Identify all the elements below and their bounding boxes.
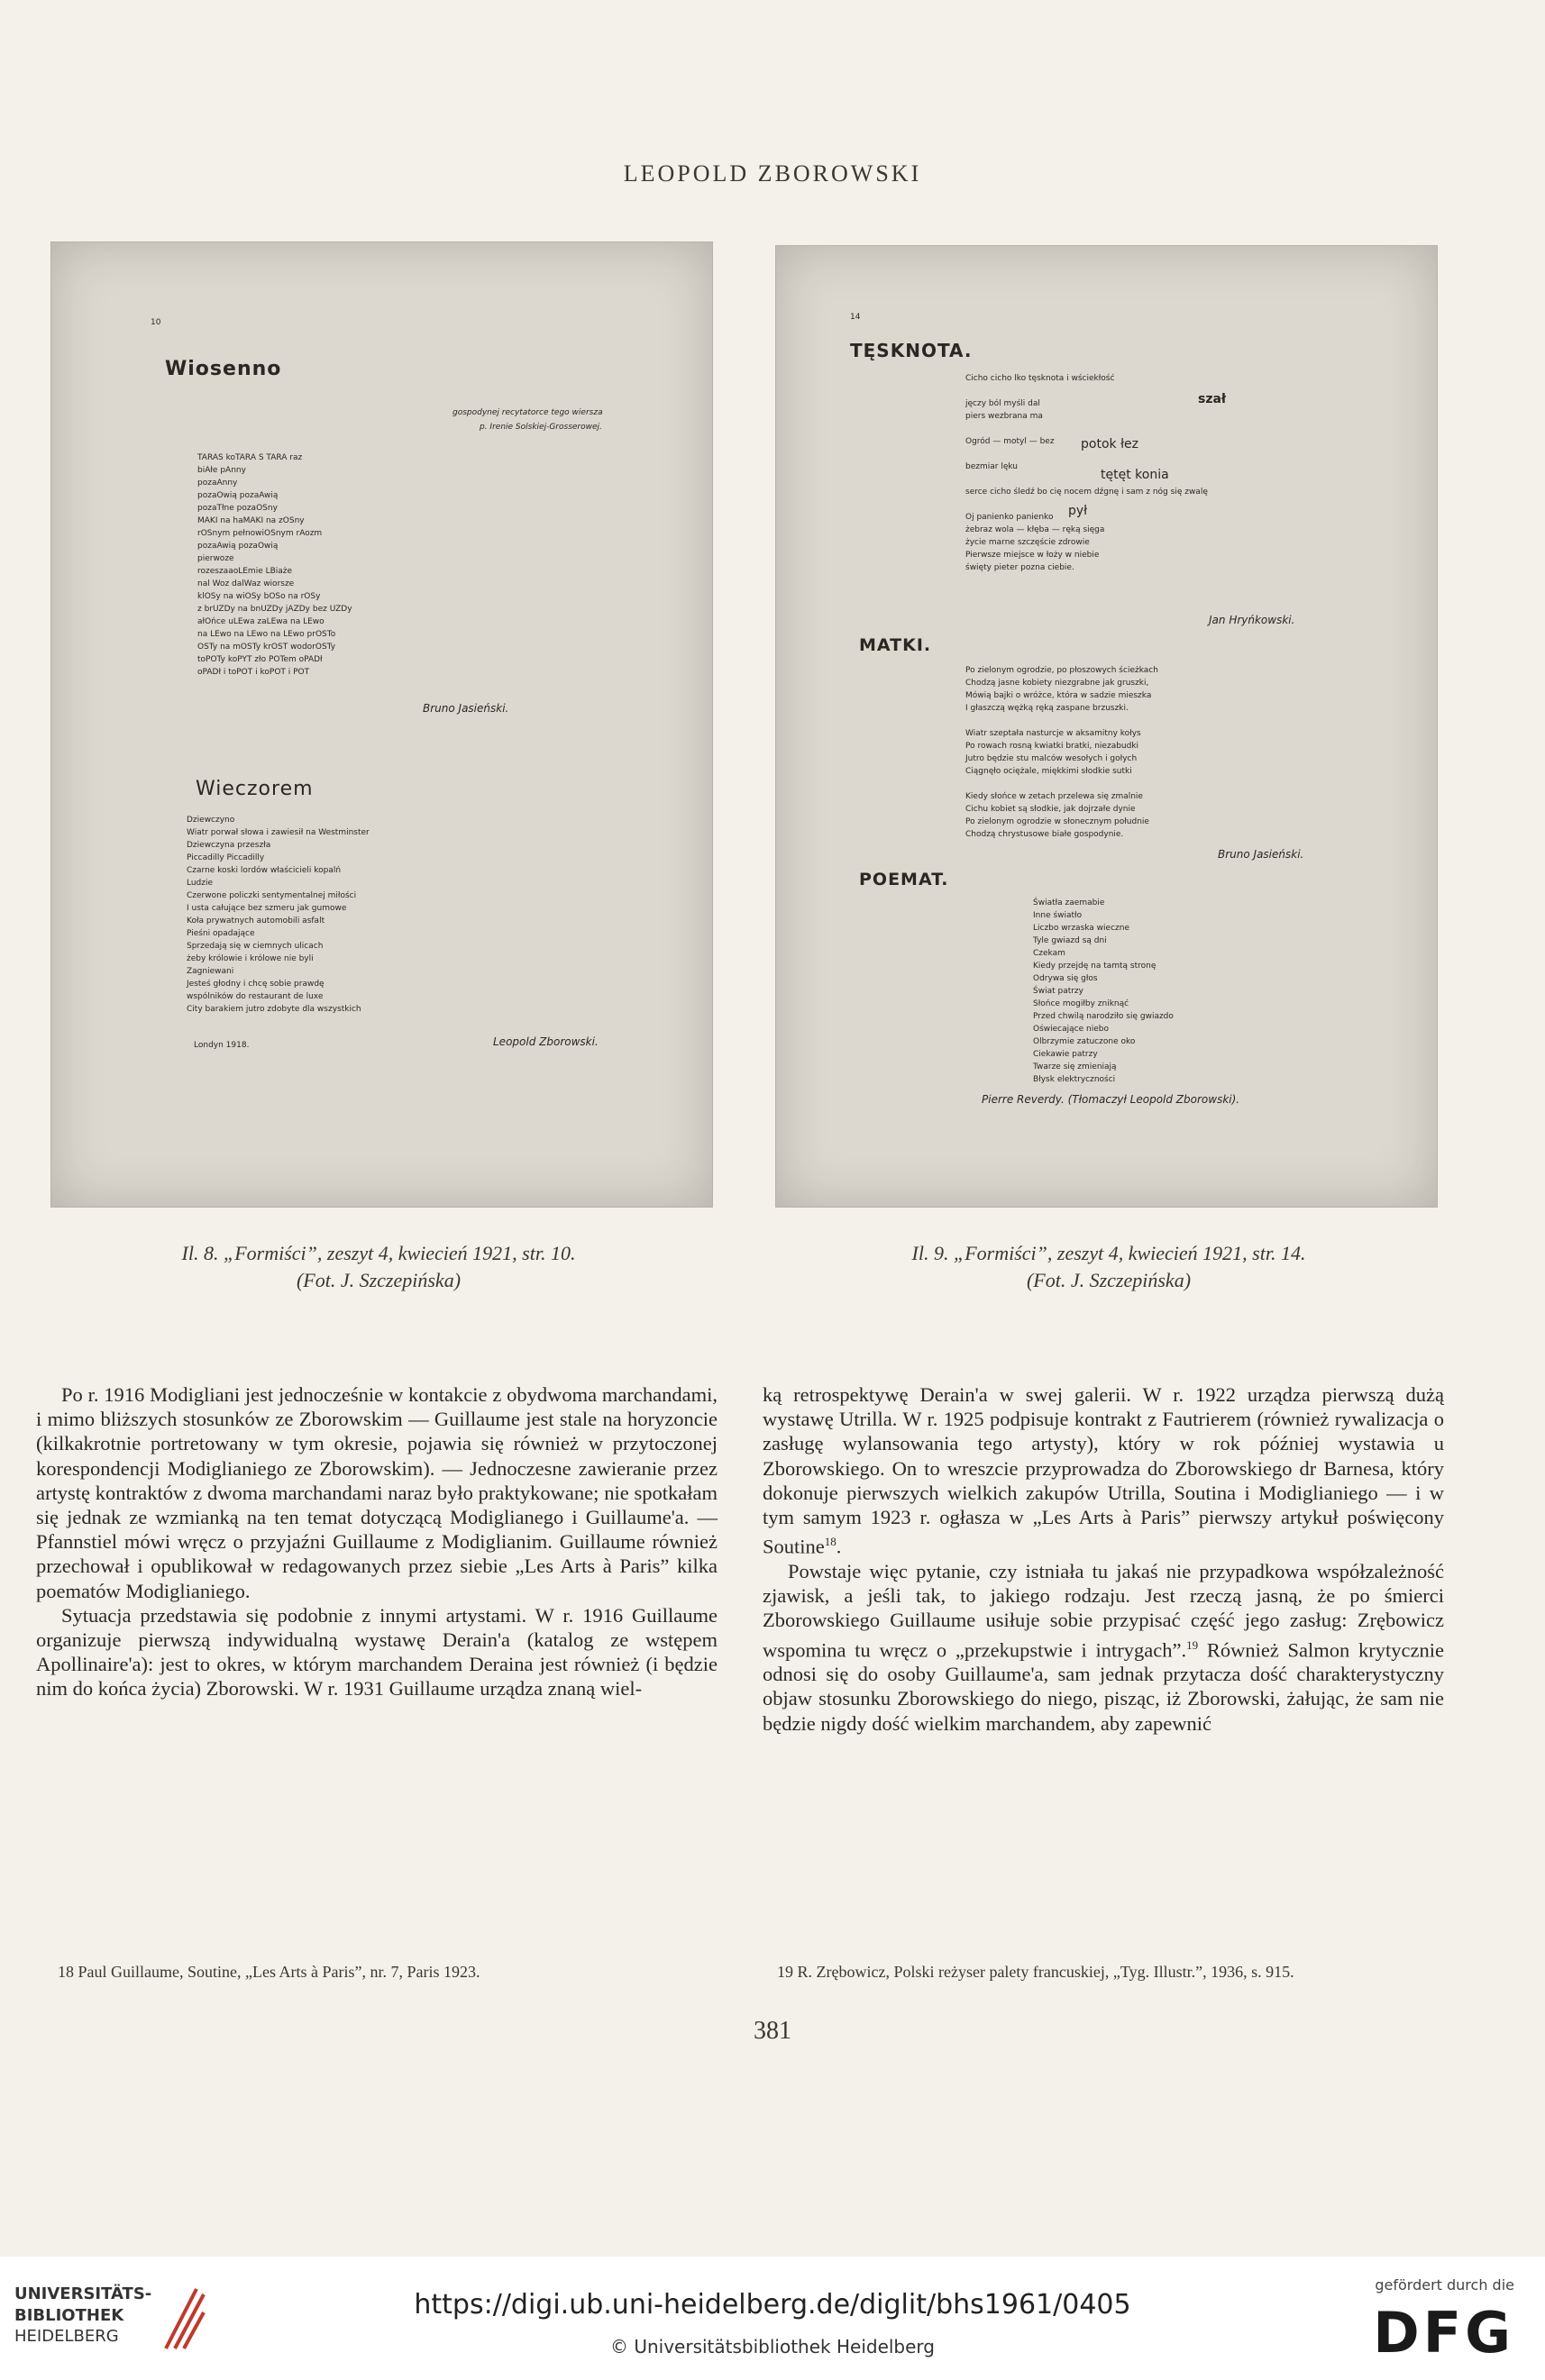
poem-text: Dziewczyno Wiatr porwał słowa i zawiesił na Westminster Dziewczyna przeszła Piccadilly Piccadilly Czarne koski lordów właścicieli kopalń Ludzie Czerwone policzki sentymentalnej miłości I usta całujące bez szmeru jak gumowe Koła prywatnych automobili asfalt Pieśni opadające Sprzedają się w ciemnych ulicach żeby królowie i królowe nie byli Zagniewani Jesteś głodny i chcę sobie prawdę wspólników do restaurant de luxe City barakiem jutro zdobyte dla wszystkich <box>187 816 370 1014</box>
body-paragraph <box>763 1559 1444 1736</box>
library-city: HEIDELBERG <box>14 2327 119 2346</box>
body-text-run: Powstaje więc pytanie, czy istniała tu jakaś nie przypadkowa współzależność zjawisk, a jeśli tak, to jakiego rodzaju. Jest rzeczą jasną, że po śmierci Zborowskiego Guillaume usiłuje sobie przypisać część jego zasług: Zrębowicz wspomina tu wręcz o „przekupstwie i intrygach”. <box>763 1559 1444 1662</box>
funding-note: gefördert durch die <box>1375 2276 1514 2293</box>
body-text-run: Również Salmon krytycznie odnosi się do osoby Guillaume'a, sam jednak przytacza dość charakterystyczny objaw stosunku Zborowskiego do niego, pisząc, iż Zborowski, żałując, że sam nie będzie nigdy dość wielkim marchandem, aby zapewnić <box>763 1638 1444 1735</box>
body-paragraph: ką retrospektywę Derain'a w swej galerii. W r. 1922 urządza pierwszą dużą wystawę Utrilla. W r. 1925 podpisuje kontrakt z Fautrierem (również rywalizacja o zasługę wylansowania tego artysty), który w rok później wystawia u Zborowskiego. On to wreszcie przyprowadza do Zborowskiego dr Barnesa, który dokonuje pierwszych wielkich zakupów Utrilla, Soutina i Modiglianiego — i w tym samym 1923 r. ogłasza w „Les Arts à Paris” pierwszy artykuł poświęcony Soutine$^{18}$. <box>763 1383 1444 1558</box>
poem-title: Wiosenno <box>165 358 282 380</box>
poem-author: Bruno Jasieński. <box>1218 848 1304 861</box>
body-column-right <box>763 1382 1444 1736</box>
plate-page-number: 14 <box>850 313 861 322</box>
footnote: 19 R. Zrębowicz, Polski reżyser palety francuskiej, „Tyg. Illustr.”, 1936, s. 915. <box>777 1963 1294 1981</box>
poem-author: Pierre Reverdy. (Tłomaczył Leopold Zborowski). <box>982 1093 1240 1106</box>
poem-emphasis: tętęt konia <box>1101 468 1169 482</box>
caption-line: Il. 9. „Formiści”, zeszyt 4, kwiecień 1921, str. 14. <box>911 1242 1306 1264</box>
caption-line: (Fot. J. Szczepińska) <box>1026 1269 1192 1291</box>
body-paragraph: Po r. 1916 Modigliani jest jednocześnie w kontakcie z obydwoma marchandami, i mimo bliższych stosunków ze Zborowskim — Guillaume jest stale na horyzoncie (kilkakrotnie portretowany w tym okresie, pojawia się również w przytoczonej korespondencji Modiglianiego ze Zborowskim). — Jednoczesne zawieranie przez artystę kontraktów z dwoma marchandami naraz było praktykowane; nie spotkałam się jednak ze wzmianką na ten temat dotyczącą Modiglianego i Guillaume'a. — Pfannstiel mówi wręcz o przyjaźni Guillaume z Modiglianim. Guillaume również przechował i opublikował w redagowanych przez siebie „Les Arts à Paris” kilka poematów Modiglianiego. <box>36 1383 718 1602</box>
caption-line: Il. 8. „Formiści”, zeszyt 4, kwiecień 1921, str. 10. <box>181 1242 576 1264</box>
poem-title: MATKI. <box>859 635 932 655</box>
figure-caption-right <box>766 1240 1451 1294</box>
footnote: 18 Paul Guillaume, Soutine, „Les Arts à Paris”, nr. 7, Paris 1923. <box>58 1963 480 1981</box>
poem-place-date: Londyn 1918. <box>194 1041 250 1050</box>
plate-page-number: 10 <box>151 318 161 327</box>
poem-emphasis: pył <box>1068 504 1088 518</box>
figure-plate-left <box>50 242 713 1208</box>
poem-text: Światła zaemabie Inne światło Liczbo wrzaska wieczne Tyle gwiazd są dni Czekam Kiedy przejdę na tamtą stronę Odrywa się głos Świat patrzy Słońce mogiłby zniknąć Przed chwilą narodziło się gwiazdo Oświecające niebo Olbrzymie zatuczone oko Ciekawie patrzy Twarze się zmieniają Błysk elektryczności <box>1033 898 1174 1084</box>
dedication-line: gospodynej recytatorce tego wiersza <box>453 408 603 417</box>
poem-emphasis: potok łez <box>1081 437 1139 451</box>
permalink-link[interactable]: https://digi.ub.uni-heidelberg.de/diglit/bhs1961/0405 <box>414 2289 1131 2321</box>
page-number: 381 <box>754 2017 791 2045</box>
body-text-run: ką retrospektywę Derain'a w swej galerii. W r. 1922 urządza pierwszą dużą wystawę Utrilla. W r. 1925 podpisuje kontrakt z Fautrierem (również rywalizacja o zasługę wylansowania tego artysty), który w rok później wystawia u Zborowskiego. On to wreszcie przyprowadza do Zborowskiego dr Barnesa, który dokonuje pierwszych wielkich zakupów Utrilla, Soutina i Modiglianiego — i w tym samym 1923 r. ogłasza w „Les Arts à Paris” pierwszy artykuł poświęcony Soutine <box>763 1383 1444 1558</box>
body-paragraph: Sytuacja przedstawia się podobnie z innymi artystami. W r. 1916 Guillaume organizuje pierwszą indywidualną wystawę Derain'a (katalog ze wstępem Apollinaire'a): jest to okres, w którym marchandem Deraina jest również (i będzie nim do końca życia) Zborowski. W r. 1931 Guillaume urządza znaną wiel- <box>36 1603 718 1701</box>
poem-title: POEMAT. <box>859 870 949 889</box>
poem-title: Wieczorem <box>196 778 314 800</box>
digitization-footer <box>0 2257 1545 2380</box>
poem-text: TARAS koTARA S TARA raz biAłe pAnny pozaAnny pozaOwią pozaAwią pozaTłne pozaOSny MAKI na haMAKI na zOSny rOSnym pełnowiOSnym rAozm pozaAwią pozaOwią pierwoze rozeszaaoLEmie LBiaże nal Woz dalWaz wiorsze klOSy na wiOSy bOSo na rOSy z brUZDy na bnUZDy jAZDy bez UZDy ałOńce uLEwa zaLEwa na LEwo na LEwo na LEwo na LEwo prOSTo OSTy na mOSTy krOST wodorOSTy toPOTy koPYT zło POTem oPADł oPADł i toPOT i koPOT i POT <box>197 453 352 677</box>
poem-author: Bruno Jasieński. <box>423 702 509 715</box>
body-column-left <box>36 1382 718 1701</box>
poem-text: Po zielonym ogrodzie, po płoszowych ścieżkach Chodzą jasne kobiety niezgrabne jak gruszki, Mówią bajki o wróżce, która w sadzie mieszka I głaszczą wężką ręką zaspane brzuszki. Wiatr szeptała nasturcje w aksamitny kołys Po rowach rosną kwiatki bratki, niezabudki Jutro będzie stu malców wesołych i gołych Ciągnęło ociężale, miękkimi słodkie sutki Kiedy słońce w zetach przelewa się zmalnie Cichu kobiet są słodkie, jak dojrzałe dynie Po zielonym ogrodzie w słonecznym południe Chodzą chrystusowe białe gospodynie. <box>965 666 1158 839</box>
caption-line: (Fot. J. Szczepińska) <box>296 1269 462 1291</box>
library-line: BIBLIOTHEK <box>14 2306 124 2325</box>
poem-author: Jan Hryńkowski. <box>1209 614 1295 626</box>
dedication-line: p. Irenie Solskiej-Grosserowej. <box>480 423 602 432</box>
dfg-logo: DFG <box>1373 2300 1514 2366</box>
library-line: UNIVERSITÄTS- <box>14 2284 152 2303</box>
figure-caption-left <box>36 1240 721 1294</box>
poem-emphasis: szał <box>1198 392 1227 406</box>
copyright-notice: © Universitätsbibliothek Heidelberg <box>609 2336 935 2357</box>
poem-author: Leopold Zborowski. <box>493 1035 599 1048</box>
figure-plate-right <box>775 245 1438 1208</box>
running-header: LEOPOLD ZBOROWSKI <box>623 160 922 187</box>
footnote-ref: 19 <box>1186 1637 1199 1652</box>
poem-title: TĘSKNOTA. <box>850 340 973 361</box>
footnote-ref: 18 <box>824 1535 836 1549</box>
poem-text: Cicho cicho lko tęsknota i wściekłość jęczy ból myśli dal piers wezbrana ma Ogród — motyl — bez bezmiar lęku serce cicho śledź bo cię nocem dźgnę i sam z nóg się zwalę Oj panienko panienko żebraz wola — kłęba — ręką sięga życie marne szczęście zdrowie Pierwsze miejsce w łoży w niebie święty pieter pozna ciebie. <box>965 374 1208 572</box>
